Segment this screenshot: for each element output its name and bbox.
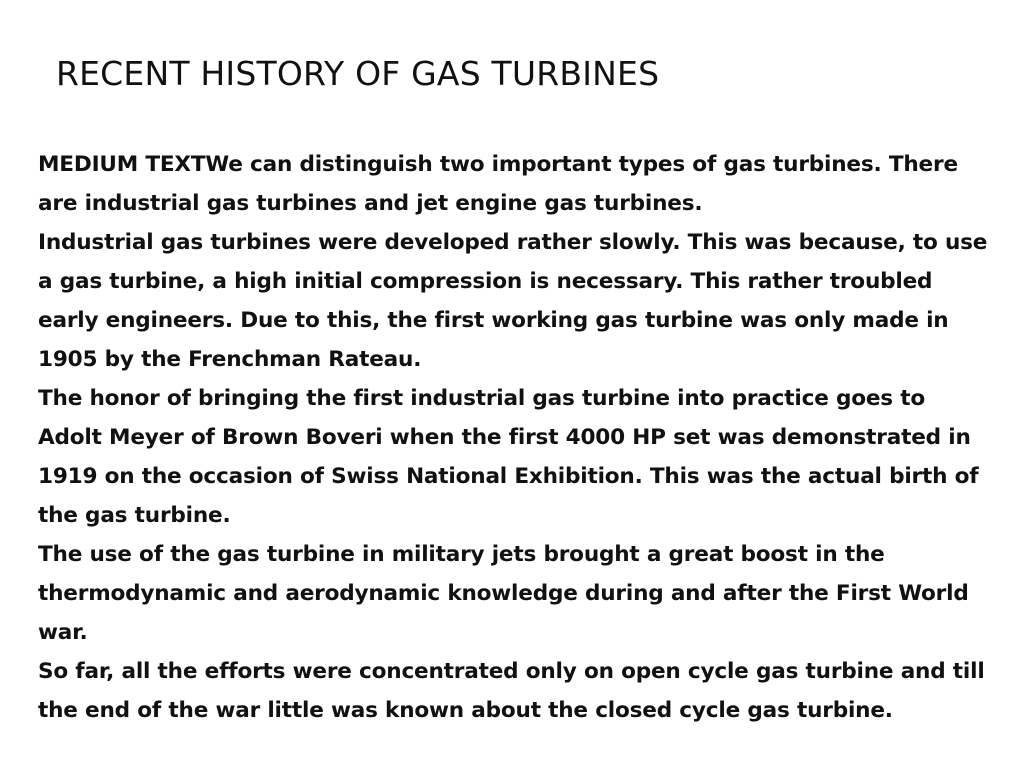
- slide-title: RECENT HISTORY OF GAS TURBINES: [56, 54, 660, 93]
- body-paragraph-4: The use of the gas turbine in military jets brought a great boost in the thermodynamic and aerodynamic knowledge during and after the First World war.: [38, 542, 969, 645]
- body-paragraph-3: The honor of bringing the first industrial gas turbine into practice goes to Adolt Meyer of Brown Boveri when the first 4000 HP set was demonstrated in 1919 on the occasion of Swiss National Exhibition. This was the actual birth of the gas turbine.: [38, 386, 979, 528]
- body-paragraph-2: Industrial gas turbines were developed rather slowly. This was because, to use a gas turbine, a high initial compression is necessary. This rather troubled early engineers. Due to this, the first working gas turbine was only made in 1905 by the Frenchman Rateau.: [38, 230, 988, 372]
- body-paragraph-5: So far, all the efforts were concentrated only on open cycle gas turbine and till the end of the war little was known about the closed cycle gas turbine.: [38, 659, 985, 723]
- body-paragraph-1: MEDIUM TEXTWe can distinguish two important types of gas turbines. There are industrial gas turbines and jet engine gas turbines.: [38, 152, 958, 216]
- slide-body: [38, 145, 988, 730]
